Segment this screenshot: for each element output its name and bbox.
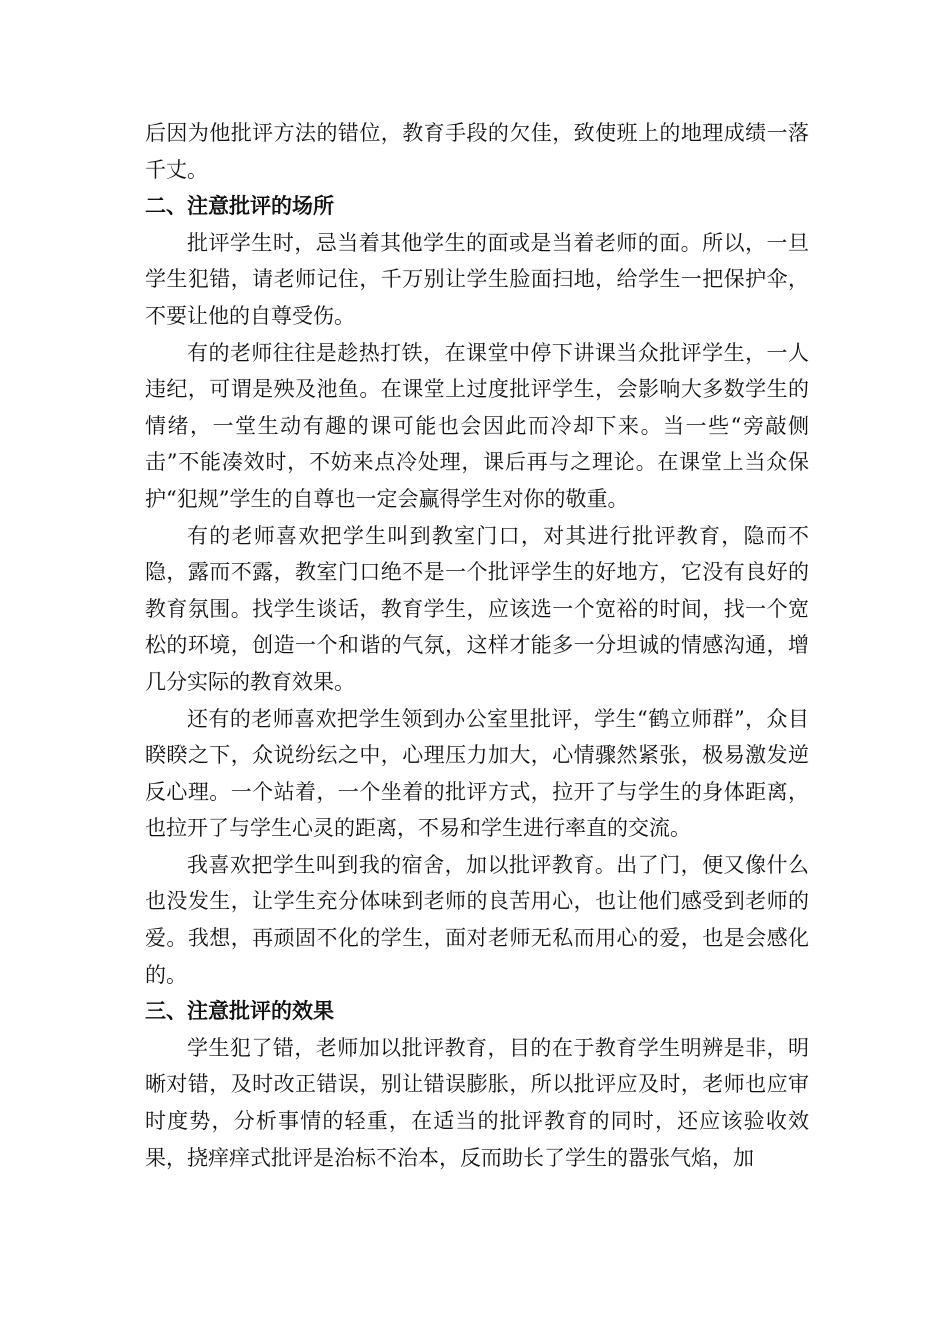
section-2-paragraph-1: 批评学生时，忌当着其他学生的面或是当着老师的面。所以，一旦学生犯错，请老师记住，千万别让学生脸面扫地，给学生一把保护伞，不要让他的自尊受伤。 bbox=[145, 230, 809, 328]
section-3-paragraph-1: 学生犯了错，老师加以批评教育，目的在于教育学生明辨是非，明晰对错，及时改正错误，别让错误膨胀，所以批评应及时，老师也应审时度势，分析事情的轻重，在适当的批评教育的同时，还应该验收效果，挠痒痒式批评是治标不治本，反而助长了学生的嚣张气焰，加 bbox=[145, 1035, 809, 1170]
section-2-paragraph-5: 我喜欢把学生叫到我的宿舍，加以批评教育。出了门，便又像什么也没发生，让学生充分体味到老师的良苦用心，也让他们感受到老师的爱。我想，再顽固不化的学生，面对老师无私而用心的爱，也是会感化的。 bbox=[145, 852, 809, 987]
intro-paragraph: 后因为他批评方法的错位，教育手段的欠佳，致使班上的地理成绩一落千丈。 bbox=[145, 121, 809, 182]
section-3-heading: 三、注意批评的效果 bbox=[145, 999, 334, 1024]
section-2-paragraph-2: 有的老师往往是趁热打铁，在课堂中停下讲课当众批评学生，一人违纪，可谓是殃及池鱼。在课堂上过度批评学生，会影响大多数学生的情绪，一堂生动有趣的课可能也会因此而冷却下来。当一些“旁敲侧击”不能凑效时，不妨来点冷处理，课后再与之理论。在课堂上当众保护“犯规”学生的自尊也一定会赢得学生对你的敬重。 bbox=[145, 340, 809, 511]
section-2-heading: 二、注意批评的场所 bbox=[145, 194, 334, 219]
section-2-paragraph-3: 有的老师喜欢把学生叫到教室门口，对其进行批评教育，隐而不隐，露而不露，教室门口绝不是一个批评学生的好地方，它没有良好的教育氛围。找学生谈话，教育学生，应该选一个宽裕的时间，找一个宽松的环境，创造一个和谐的气氛，这样才能多一分坦诚的情感沟通，增几分实际的教育效果。 bbox=[145, 523, 809, 694]
document-body bbox=[145, 115, 809, 1176]
section-2-paragraph-4: 还有的老师喜欢把学生领到办公室里批评，学生“鹤立师群”，众目睽睽之下，众说纷纭之中，心理压力加大，心情骤然紧张，极易激发逆反心理。一个站着，一个坐着的批评方式，拉开了与学生的身体距离，也拉开了与学生心灵的距离，不易和学生进行率直的交流。 bbox=[145, 706, 809, 841]
